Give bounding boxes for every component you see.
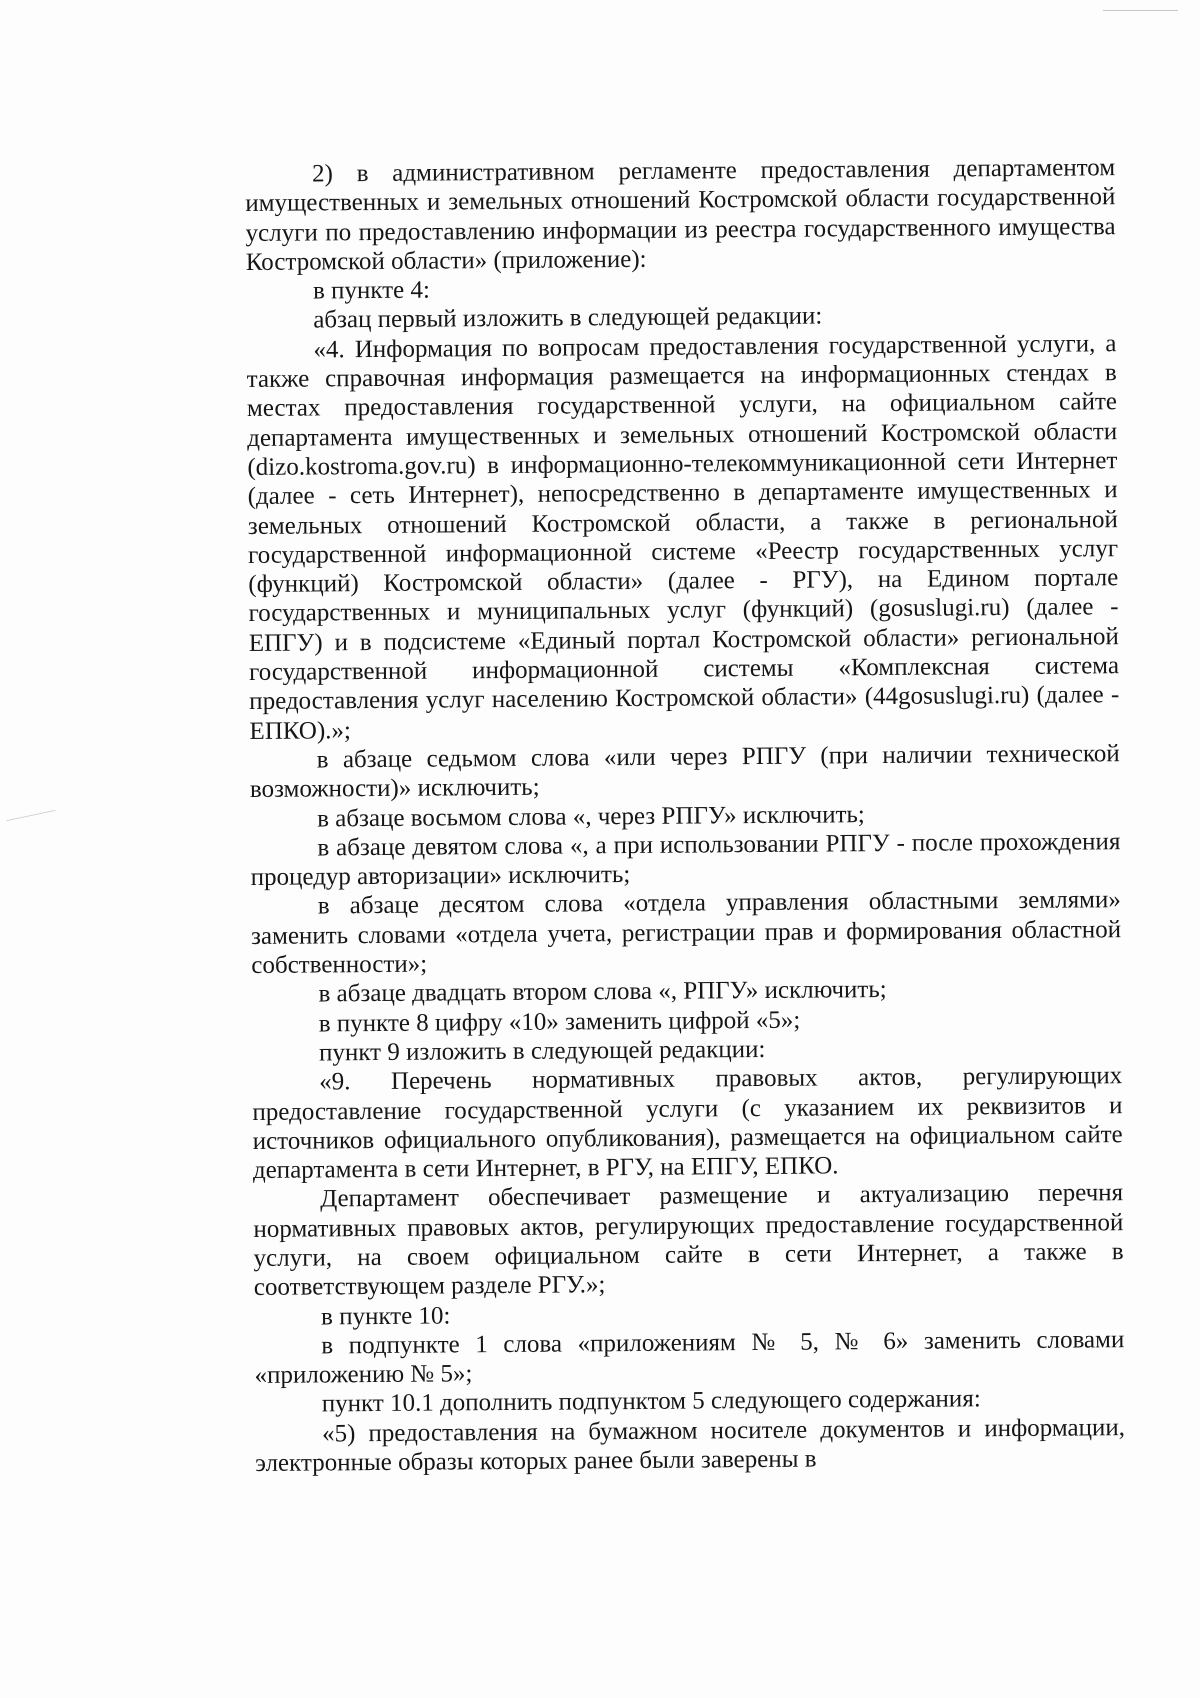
- paragraph-item-2: 2) в административном регламенте предоставления департаментом имущественных и земельных отношений Костромской области государственной услуги по предоставлению информации из реестра государственного имущества Костромской области» (приложение):: [245, 154, 1116, 276]
- paragraph-abzac-10: в абзаце десятом слова «отдела управления областными землями» заменить словами «отдела учета, регистрации прав и формирования областной собственности»;: [250, 886, 1122, 979]
- scan-artifact-top: [1103, 10, 1178, 11]
- paragraph-quote-4: «4. Информация по вопросам предоставления государственной услуги, а также справочная информация размещается на информационных стендах в местах предоставления государственной услуги, на официальном сайте департамента имущественных и земельных отношений Костромской области (dizo.kostroma.gov.ru) в информационно-телекоммуникационной сети Интернет (далее - сеть Интернет), непосредственно в департаменте имущественных и земельных отношений Костромской области, а также в региональной государственной информационной системе «Реестр государственных услуг (функций) Костромской области» (далее - РГУ), на Едином портале государственных и муниципальных услуг (функций) (gosuslugi.ru) (далее - ЕПГУ) и в подсистеме «Единый портал Костромской области» региональной государственной информационной системы «Комплексная система предоставления услуг населению Костромской области» (44gosuslugi.ru) (далее - ЕПКО).»;: [246, 329, 1120, 745]
- paragraph-point-10: в пункте 10:: [320, 1302, 451, 1331]
- paragraph-point-10-1: пункт 10.1 дополнить подпунктом 5 следующего содержания:: [321, 1385, 981, 1418]
- paragraph-abzac-8: в абзаце восьмом слова «, через РПГУ» исключить;: [317, 800, 865, 832]
- paragraph-point-9: пункт 9 изложить в следующей редакции:: [318, 1035, 766, 1067]
- scan-artifact-left: [6, 810, 55, 821]
- paragraph-quote-5: «5) предоставления на бумажном носителе документов и информации, электронные образы которых ранее были заверены в: [255, 1413, 1126, 1478]
- paragraph-point-4: в пункте 4:: [312, 276, 430, 305]
- paragraph-subpoint-1: в подпункте 1 слова «приложениям № 5, № 6» заменить словами «приложению № 5»;: [254, 1326, 1125, 1390]
- paragraph-quote-9: «9. Перечень нормативных правовых актов, регулирующих предоставление государственной услуги (с указанием их реквизитов и источников официального опубликования), размещается на официальном сайте департамента в сети Интернет, в РГУ, на ЕПГУ, ЕПКО.: [252, 1062, 1123, 1185]
- document-body: [245, 153, 1125, 1478]
- paragraph-abzac-9: в абзаце девятом слова «, а при использовании РПГУ - после прохождения процедур авторизации» исключить;: [250, 827, 1121, 892]
- paragraph-abzac-22: в абзаце двадцать втором слова «, РПГУ» исключить;: [318, 976, 887, 1008]
- paragraph-first-abzac: абзац первый изложить в следующей редакции:: [313, 302, 823, 334]
- paragraph-department: Департамент обеспечивает размещение и актуализацию перечня нормативных правовых актов, регулирующих предоставление государственной услуги, на своем официальном сайте в сети Интернет, а также в соответствующем разделе РГУ.»;: [253, 1179, 1124, 1302]
- paragraph-abzac-7: в абзаце седьмом слова «или через РПГУ (при наличии технической возможности)» исключить;: [249, 740, 1120, 804]
- paragraph-point-8: в пункте 8 цифру «10» заменить цифрой «5»;: [318, 1006, 801, 1038]
